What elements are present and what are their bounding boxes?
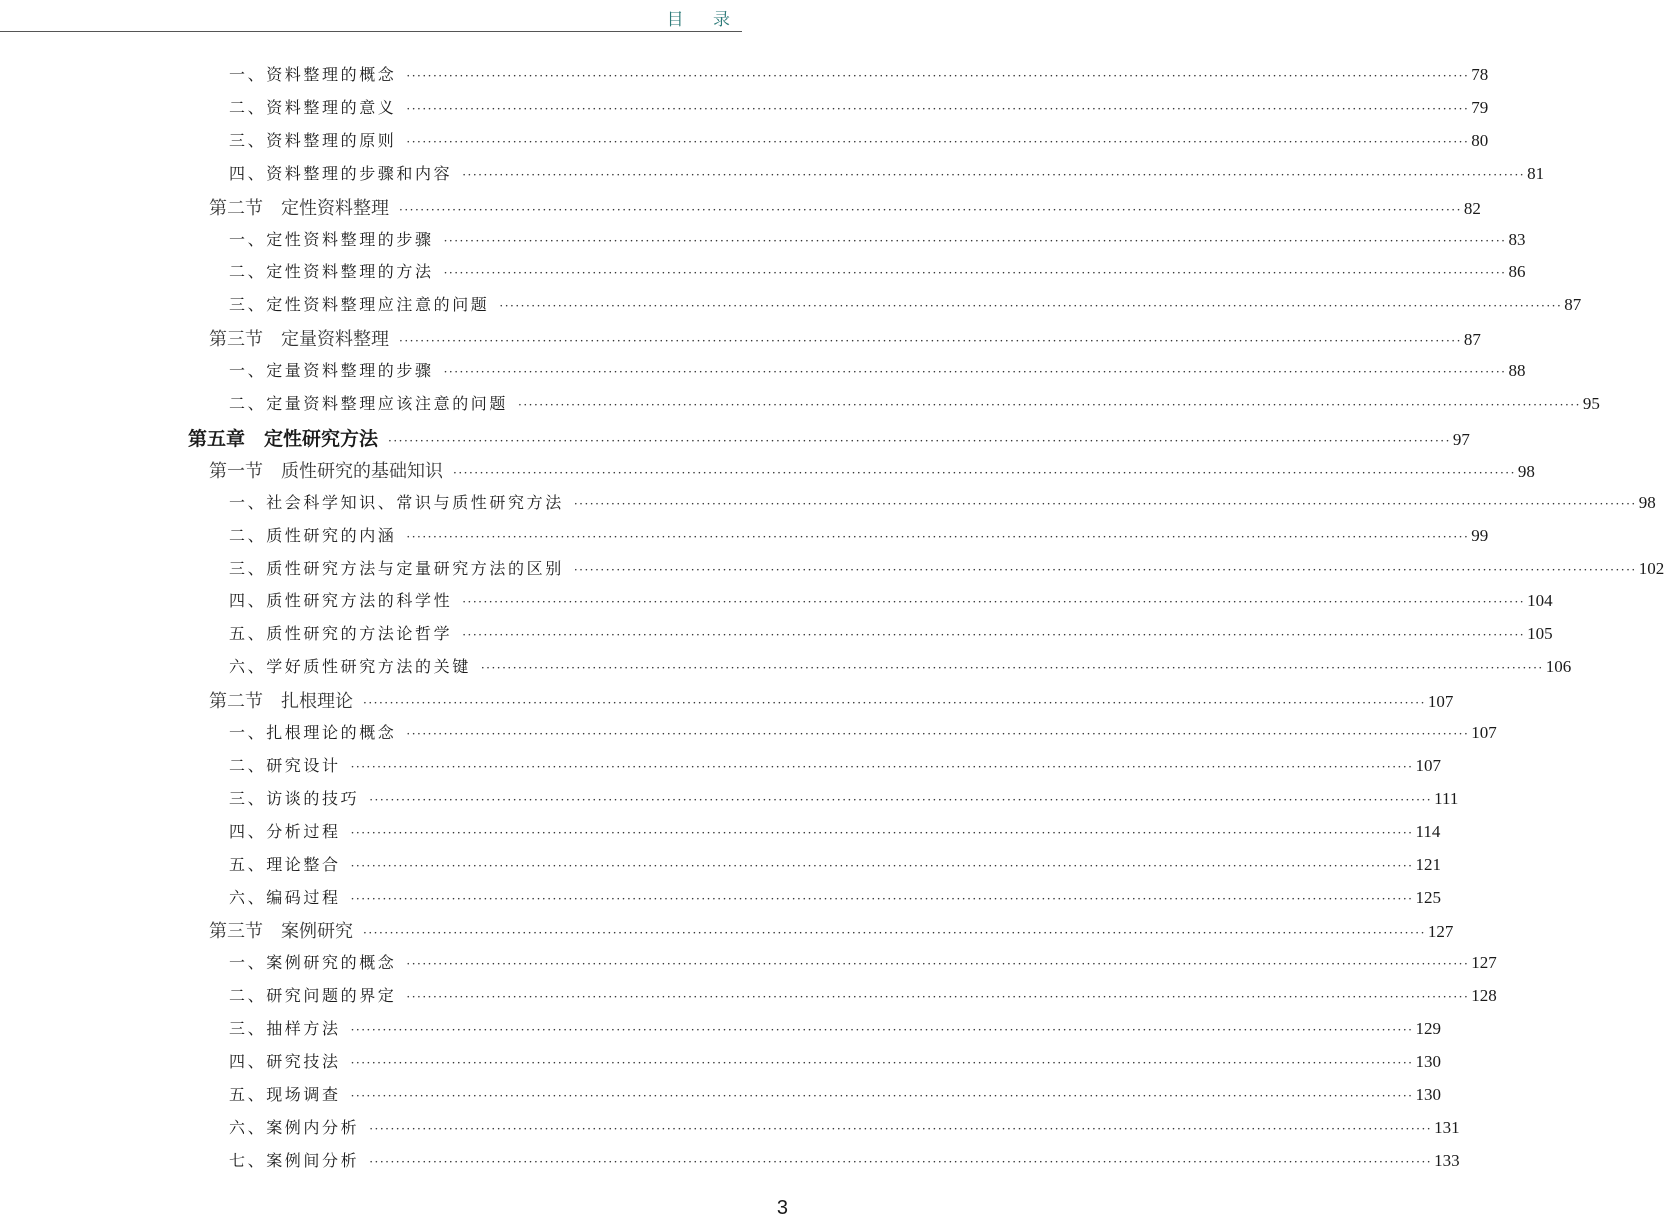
dot-leader: ········································································································································································································ [350, 825, 1414, 840]
toc-entry [229, 523, 1489, 553]
dot-leader: ········································································································································································································ [443, 233, 1507, 248]
toc-entry-title: 一、定性资料整理的步骤 [229, 229, 434, 249]
toc-entry-page: 82 [1463, 198, 1481, 218]
toc-entry [229, 753, 1441, 783]
toc-entry-title: 五、现场调查 [229, 1084, 341, 1104]
toc-entry [209, 325, 1481, 355]
toc-entry-page: 87 [1564, 295, 1582, 315]
toc-entry-title: 四、分析过程 [229, 821, 341, 841]
dot-leader: ········································································································································································································ [399, 334, 1462, 349]
toc-entry-title: 二、定量资料整理应该注意的问题 [229, 394, 509, 413]
toc-entry [229, 292, 1582, 322]
toc-entry-title: 五、理论整合 [229, 854, 341, 874]
toc-entry-page: 127 [1427, 922, 1454, 942]
dot-leader: ········································································································································································································ [443, 365, 1507, 380]
toc-entry-title: 三、定性资料整理应注意的问题 [229, 295, 490, 315]
toc-entry-title: 三、抽样方法 [229, 1019, 341, 1039]
toc-entry [229, 1148, 1460, 1178]
toc-entry-page: 78 [1471, 65, 1489, 84]
dot-leader: ········································································································································································································ [406, 957, 1470, 972]
toc-entry-page: 107 [1427, 692, 1454, 712]
dot-leader: ········································································································································································································ [350, 759, 1414, 774]
toc-entry [229, 983, 1497, 1013]
toc-entry [229, 391, 1600, 421]
toc-entry-page: 130 [1415, 1084, 1441, 1104]
toc-entry-title: 二、定性资料整理的方法 [229, 262, 434, 282]
toc-entry [229, 621, 1553, 651]
toc-entry [229, 654, 1572, 684]
toc-entry-title: 一、扎根理论的概念 [229, 723, 397, 742]
dot-leader: ········································································································································································································ [399, 202, 1462, 217]
toc-entry-page: 127 [1471, 953, 1497, 973]
header-divider [0, 31, 742, 32]
toc-entry-page: 125 [1415, 887, 1441, 907]
toc-entry-page: 95 [1582, 394, 1600, 413]
toc-entry-page: 111 [1434, 788, 1459, 808]
toc-entry-title: 三、质性研究方法与定量研究方法的区别 [229, 558, 564, 578]
toc-entry [209, 457, 1535, 487]
toc-entry-title: 六、案例内分析 [229, 1117, 360, 1137]
toc-entry-page: 102 [1638, 558, 1664, 578]
toc-entry [229, 786, 1459, 816]
toc-entry-page: 107 [1415, 755, 1441, 775]
toc-entry [229, 259, 1526, 289]
toc-entry [229, 1016, 1441, 1046]
toc-entry-title: 五、质性研究的方法论哲学 [229, 624, 453, 644]
toc-entry-page: 99 [1471, 525, 1489, 545]
toc-entry-title: 一、资料整理的概念 [229, 65, 397, 84]
dot-leader: ········································································································································································································ [462, 595, 1526, 610]
toc-entry [229, 720, 1497, 750]
toc-entry-title: 第一节 质性研究的基础知识 [209, 460, 443, 482]
dot-leader: ········································································································································································································ [406, 727, 1470, 741]
toc-entry-title: 三、资料整理的原则 [229, 130, 397, 150]
dot-leader: ········································································································································································································ [369, 1121, 1433, 1136]
dot-leader: ········································································································································································································ [480, 661, 1544, 676]
toc-entry-title: 七、案例间分析 [229, 1150, 360, 1170]
toc-entry-title: 第五章 定性研究方法 [188, 427, 379, 450]
dot-leader: ········································································································································································································ [406, 101, 1470, 116]
toc-entry [229, 1049, 1441, 1079]
dot-leader: ········································································································································································································ [573, 496, 1637, 511]
toc-entry-page: 88 [1508, 361, 1526, 381]
toc-entry-title: 三、访谈的技巧 [229, 788, 360, 808]
toc-entry-page: 107 [1471, 723, 1497, 742]
dot-leader: ········································································································································································································ [573, 562, 1637, 577]
toc-entry-page: 98 [1517, 461, 1535, 481]
toc-entry-title: 第二节 扎根理论 [209, 691, 353, 713]
dot-leader: ········································································································································································································ [443, 266, 1507, 281]
dot-leader: ········································································································································································································ [499, 299, 1563, 314]
toc-entry [229, 161, 1545, 191]
toc-entry-page: 105 [1527, 624, 1553, 644]
toc-entry [229, 1082, 1441, 1112]
toc-entry-title: 二、研究设计 [229, 755, 341, 775]
dot-leader: ········································································································································································································ [350, 891, 1414, 906]
toc-entry [209, 194, 1481, 224]
toc-entry-page: 80 [1471, 130, 1489, 150]
toc-entry [229, 128, 1489, 158]
toc-entry-title: 一、定量资料整理的步骤 [229, 361, 434, 381]
toc-entry-page: 86 [1508, 262, 1526, 282]
toc-entry [229, 556, 1664, 586]
toc-entry [229, 852, 1441, 882]
dot-leader: ········································································································································································································ [369, 1154, 1433, 1169]
toc-entry-page: 106 [1545, 657, 1572, 677]
dot-leader: ········································································································································································································ [406, 69, 1470, 83]
toc-entry-page: 133 [1434, 1150, 1460, 1170]
dot-leader: ········································································································································································································ [453, 465, 1516, 480]
toc-entry [229, 62, 1489, 92]
toc-entry-title: 四、研究技法 [229, 1052, 341, 1071]
dot-leader: ········································································································································································································ [363, 926, 1426, 941]
toc-entry [229, 490, 1656, 520]
toc-entry [188, 424, 1470, 454]
toc-entry-title: 第二节 定性资料整理 [209, 197, 389, 219]
dot-leader: ········································································································································································································ [350, 1088, 1414, 1103]
dot-leader: ········································································································································································································ [350, 1056, 1414, 1070]
dot-leader: ········································································································································································································ [462, 628, 1526, 643]
toc-entry [229, 358, 1526, 388]
toc-entry-title: 第三节 案例研究 [209, 921, 353, 943]
toc-entry-title: 二、质性研究的内涵 [229, 525, 397, 545]
toc-entry [229, 95, 1489, 125]
toc-entry-title: 六、编码过程 [229, 887, 341, 907]
toc-entry [209, 687, 1454, 717]
toc-entry-page: 104 [1527, 591, 1553, 611]
dot-leader: ········································································································································································································ [518, 398, 1581, 412]
toc-entry [229, 588, 1553, 618]
toc-entry [209, 917, 1454, 947]
toc-entry-page: 87 [1463, 330, 1481, 350]
dot-leader: ········································································································································································································ [406, 134, 1470, 149]
toc-entry-page: 83 [1508, 229, 1526, 249]
header-title: 目 录 [666, 10, 742, 30]
toc-entry-title: 一、社会科学知识、常识与质性研究方法 [229, 492, 564, 512]
toc-entry-page: 131 [1434, 1117, 1460, 1137]
dot-leader: ········································································································································································································ [350, 1023, 1414, 1038]
dot-leader: ········································································································································································································ [406, 529, 1470, 544]
toc-entry-page: 79 [1471, 97, 1489, 117]
toc-entry-page: 81 [1527, 163, 1545, 183]
toc-entry-page: 121 [1415, 854, 1441, 874]
toc-entry [229, 227, 1526, 257]
toc-entry-title: 一、案例研究的概念 [229, 953, 397, 973]
dot-leader: ········································································································································································································ [369, 792, 1433, 807]
toc-entry-title: 二、资料整理的意义 [229, 97, 397, 117]
toc-entry-title: 六、学好质性研究方法的关键 [229, 657, 471, 677]
toc-entry [229, 819, 1441, 849]
toc-entry-title: 第三节 定量资料整理 [209, 329, 389, 351]
dot-leader: ········································································································································································································ [462, 167, 1526, 182]
page-number: 3 [776, 1197, 788, 1219]
toc-entry-title: 二、研究问题的界定 [229, 986, 397, 1006]
toc-entry-title: 四、资料整理的步骤和内容 [229, 163, 453, 183]
toc-entry-page: 97 [1452, 429, 1470, 449]
toc-entry-page: 129 [1415, 1019, 1441, 1039]
toc-entry-page: 130 [1415, 1052, 1441, 1071]
toc-entry-page: 114 [1415, 821, 1441, 841]
dot-leader: ········································································································································································································ [406, 990, 1470, 1005]
toc-entry-page: 128 [1471, 986, 1497, 1006]
dot-leader: ········································································································································································································ [388, 433, 1451, 448]
toc-entry [229, 885, 1441, 915]
toc-entry [229, 950, 1497, 980]
dot-leader: ········································································································································································································ [363, 696, 1426, 711]
dot-leader: ········································································································································································································ [350, 858, 1414, 873]
toc-entry-page: 98 [1638, 492, 1656, 512]
toc-entry [229, 1115, 1460, 1145]
toc-entry-title: 四、质性研究方法的科学性 [229, 591, 453, 611]
